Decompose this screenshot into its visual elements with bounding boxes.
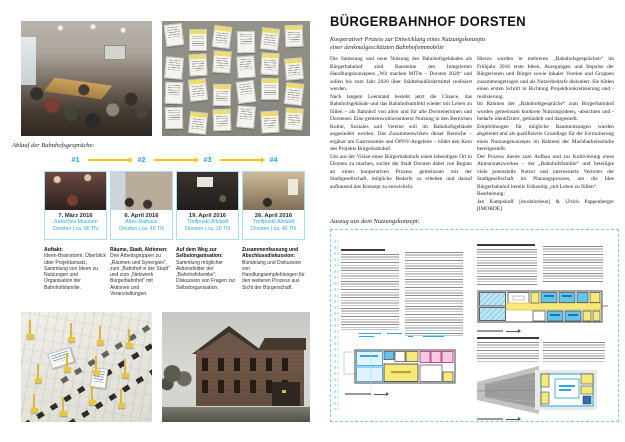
event-photo-1 bbox=[45, 172, 106, 210]
yellow-sign bbox=[282, 390, 286, 393]
photo-meeting-room bbox=[21, 21, 152, 136]
subtitle-line-1: Kooperativer Prozess zur Entwicklung eines Nutzungskonzepts bbox=[330, 36, 486, 43]
model-flag-pin bbox=[95, 356, 97, 372]
venue-text: Jüdisches Museum bbox=[53, 219, 98, 225]
concept-excerpt-box bbox=[330, 229, 619, 422]
excerpt-caption: Auszug aus dem Nutzungskonzept: bbox=[330, 218, 420, 225]
page-subtitle bbox=[330, 36, 486, 52]
model-flag-pin bbox=[33, 394, 35, 410]
timeline-event-boxes bbox=[44, 171, 305, 240]
page-edge-mark bbox=[334, 240, 336, 410]
workshop-card bbox=[188, 111, 208, 135]
event-text: Ideen-Brainstorm, Überblick über Projektansatz, Sammlung von Ideen zu Nutzungen und Organisation der Bahnhofsfamilie. bbox=[44, 253, 106, 291]
trees bbox=[162, 360, 196, 394]
north-arrow-icon bbox=[506, 419, 518, 420]
floorplan-upper-floor bbox=[477, 288, 609, 326]
photo-pinboard-cards bbox=[162, 21, 310, 136]
micro-heading bbox=[341, 249, 385, 251]
event-heading: Auftakt: bbox=[44, 247, 63, 253]
workshop-card bbox=[284, 82, 305, 106]
projection-screen bbox=[104, 45, 126, 60]
venue-text: Treffpunkt Altstadt bbox=[252, 219, 295, 225]
credit-names: Jan Kampshoff [modulorbeat] & Ulrich Pappenberger [IMORDE] bbox=[477, 198, 614, 212]
event-text: Drei Arbeitsgruppen zu „Räumen und Synergien“, zum „Bahnhof in der Stadt“ und zum „Netzwerk Bürgerbahnhof“ mit Aktionen und Veranstaltungen. bbox=[110, 253, 170, 298]
model-flag-pin bbox=[120, 389, 122, 405]
paragraph: Um aus der Vision eines Bürgerbahnhofs einen lebendigen Ort in Dorsten zu machen, suchte die Stadt Dorsten dabei von Beginn an einen kooperativen Prozess gemeinsam mit der Stadtgesellschaft, mögliche Bedarfe zu erheben und darauf aufbauend das Konzept zu entwickeln. bbox=[330, 153, 472, 190]
event-photo-4 bbox=[243, 172, 304, 210]
floorplan-attic-site bbox=[477, 364, 603, 416]
model-flag-pin bbox=[62, 397, 64, 413]
model-flag-pin bbox=[66, 353, 68, 369]
page-title: BÜRGERBAHNHOF DORSTEN bbox=[330, 14, 526, 29]
event-box-1 bbox=[44, 171, 107, 240]
event-heading: Zusammenfassung und Abschlussdiskussion: bbox=[242, 247, 299, 260]
building-roof bbox=[258, 338, 306, 350]
date-text: 19. April 2016 bbox=[188, 213, 227, 219]
timeline-step-4-label: #4 bbox=[269, 155, 278, 164]
date-text: 26. April 2016 bbox=[254, 213, 293, 219]
workshop-card bbox=[213, 109, 232, 132]
plan-label-blue bbox=[408, 333, 417, 338]
event-date-3 bbox=[177, 210, 238, 232]
floorplan-ground-floor bbox=[343, 342, 459, 390]
caption-text-bar bbox=[345, 393, 371, 395]
body-column-2 bbox=[477, 56, 614, 214]
meeting-participants bbox=[21, 59, 152, 136]
plan-caption-ground bbox=[345, 393, 386, 395]
micro-text-block bbox=[341, 254, 399, 330]
event-text: Bündelung und Diskussion von Handlungsempfehlungen für den weiteren Prozess aus Sicht der Bürgerschaft. bbox=[242, 259, 305, 291]
workshop-card bbox=[260, 27, 280, 51]
workshop-card bbox=[284, 107, 303, 130]
plan-label-blue bbox=[359, 333, 381, 338]
workshop-card bbox=[260, 53, 279, 76]
paragraph: Empfehlungen für mögliche Raumnutzungen wurden abgeleitet und als qualifizierte Grundlage für die Formulierung eines Nutzungskonzepts im Rahmen der Machbarkeitsstudie bereitgestellt. bbox=[477, 123, 614, 152]
subtitle-line-2: einer denkmalgeschützten Bahnhofsimmobilie bbox=[330, 43, 444, 51]
page-edge-mark bbox=[337, 240, 339, 410]
model-flag-pin bbox=[128, 329, 130, 345]
workshop-card bbox=[165, 107, 183, 129]
timeline-step-1-label: #1 bbox=[71, 155, 80, 164]
micro-text-block bbox=[477, 342, 539, 362]
workshop-card bbox=[188, 78, 208, 102]
arrow-right-icon bbox=[220, 159, 261, 161]
north-arrow-icon bbox=[506, 331, 518, 332]
timeline-descriptions bbox=[44, 247, 305, 297]
workshop-card bbox=[164, 23, 185, 47]
event-date-1 bbox=[45, 210, 106, 232]
body-column-1 bbox=[330, 56, 472, 191]
timeline-step-3-label: #3 bbox=[203, 155, 212, 164]
date-text: 7. März 2016 bbox=[58, 213, 93, 219]
ground bbox=[162, 407, 310, 422]
model-flag-pin bbox=[29, 320, 31, 336]
micro-heading bbox=[477, 337, 539, 339]
workshop-card bbox=[213, 84, 231, 106]
participants-text: Dorsten | ca. 40 TN bbox=[119, 225, 164, 232]
participants-text: Dorsten | ca. 20 TN bbox=[185, 225, 230, 232]
arrow-right-icon bbox=[154, 159, 195, 161]
model-flag-pin bbox=[99, 326, 101, 342]
model-flag-pin bbox=[91, 386, 93, 402]
event-heading: Auf dem Weg zur Selbstorganisation: bbox=[176, 247, 223, 260]
north-arrow-icon bbox=[374, 394, 386, 395]
workshop-card bbox=[212, 25, 233, 49]
plan-label-blue bbox=[423, 333, 449, 338]
micro-text-block bbox=[543, 342, 605, 362]
event-box-2 bbox=[110, 171, 173, 240]
participants-text: Dorsten | ca. 45 TN bbox=[251, 225, 296, 232]
model-flag-card bbox=[47, 347, 75, 370]
paragraph: Nach langem Leerstand besteht jetzt die Chance, das Bahnhofsgebäude und das Bahnhofsumfeld wieder mit Leben zu füllen – als Bahnhof von allen und für alle Dorstenerinnen und Dorstener. Eine gemeinwohlorientierte Nutzung in den Bereichen Kultur, Soziales und Vereine soll im Bahnhofsgebäude angesiedelt werden. Das Zusammenwirken dieser Bereiche – ergänzt um Gastronomie und ÖPNV-Angebote – bildet den Kern des Projekts Bürgerbahnhof. bbox=[330, 93, 472, 152]
workshop-card bbox=[236, 80, 257, 104]
venue-text: Altes Rathaus bbox=[125, 219, 158, 225]
event-photo-3 bbox=[177, 172, 238, 210]
workshop-card bbox=[236, 105, 256, 128]
photo-participation-model bbox=[21, 312, 152, 422]
plan-caption-attic bbox=[477, 418, 518, 420]
paragraph: Im Rahmen der „Bahnhofsgespräche“ zum Bürgerbahnhof wurden gemeinsam konkrete Nutzungsideen, -absichten und -bedarfe identifiziert, gebündelt und dargestellt. bbox=[477, 101, 614, 122]
workshop-card bbox=[285, 25, 304, 48]
plan-caption-upper bbox=[477, 330, 518, 332]
event-description-3 bbox=[176, 247, 239, 297]
event-description-2 bbox=[110, 247, 173, 297]
event-box-3 bbox=[176, 171, 239, 240]
workshop-card bbox=[284, 57, 304, 80]
credit-label: Bearbeitung: bbox=[477, 191, 505, 197]
caption-text-bar bbox=[477, 418, 503, 420]
micro-text-block bbox=[405, 252, 463, 336]
credit-block bbox=[477, 191, 614, 214]
model-flag-pin bbox=[70, 323, 72, 339]
event-date-2 bbox=[111, 210, 172, 232]
paragraph: Der Prozess diente zum Aufbau und zur Kultivierung eines Akteursnetzwerkes – der „Bahnhofsfamilie“ und beteiligte viele potenzielle Nutzer und interessierte Vertreter der Stadtgesellschaft im Planungsprozess, um die Idee Bürgerbahnhof bereits frühzeitig „mit Leben zu füllen“. bbox=[477, 153, 614, 190]
micro-heading bbox=[477, 244, 535, 246]
workshop-card bbox=[236, 55, 255, 78]
micro-text-block bbox=[477, 249, 537, 287]
workshop-card bbox=[261, 78, 279, 100]
building-entrance bbox=[272, 382, 300, 406]
event-heading: Räume, Stadt, Aktionen: bbox=[110, 247, 168, 253]
workshop-card bbox=[237, 31, 255, 53]
plan-label-blue bbox=[387, 333, 402, 338]
workshop-card bbox=[165, 82, 184, 105]
workshop-card bbox=[212, 50, 231, 73]
caption-text-bar bbox=[477, 330, 503, 332]
workshop-card bbox=[260, 111, 279, 134]
arrow-right-icon bbox=[88, 159, 129, 161]
workshop-card bbox=[188, 54, 207, 77]
event-photo-2 bbox=[111, 172, 172, 210]
event-box-4 bbox=[242, 171, 305, 240]
paragraph: Die Sanierung und neue Nutzung des Bahnhofsgebäudes als Bürgerbahnhof sind Bausteine des Integrierten Handlungskonzeptes „Wir machen MITte – Dorsten 2020“ und sollen bis zum Jahr 2020 über Städtebaufördermittel realisiert werden. bbox=[330, 56, 472, 92]
event-description-4 bbox=[242, 247, 305, 297]
venue-text: Treffpunkt Altstadt bbox=[186, 219, 229, 225]
photo-station-building bbox=[162, 312, 310, 422]
event-date-4 bbox=[243, 210, 304, 232]
event-description-1 bbox=[44, 247, 107, 297]
model-flag-pin bbox=[37, 364, 39, 380]
paragraph: Hierzu wurden in mehreren „Bahnhofsgesprächen“ im Frühjahr 2016 erste Ideen, Anregungen und Impulse der Bürgerinnen und Bürger sowie lokaler Vereine und Gruppen zusammengetragen und als Nutzerbedarfe diskutiert. Sie bilden einen ersten Schritt in Richtung Projektkonkretisierung und -realisierung. bbox=[477, 56, 614, 100]
timeline-step-2-label: #2 bbox=[137, 155, 146, 164]
workshop-card bbox=[164, 56, 184, 79]
window-row-upper bbox=[202, 358, 298, 371]
participants-text: Dorsten | ca. 65 TN bbox=[53, 225, 98, 232]
event-text: Sammlung möglicher Aktionsfelder der „Bahnhofsfamilie“; Diskussion von Fragen zur Selbstorganisation. bbox=[176, 259, 236, 291]
micro-text-block bbox=[543, 246, 603, 282]
workshop-card bbox=[189, 29, 207, 51]
timeline-caption: Ablauf der Bahnhofsgespräche: bbox=[12, 142, 95, 149]
model-flag-pin bbox=[124, 359, 126, 375]
date-text: 6. April 2016 bbox=[124, 213, 159, 219]
